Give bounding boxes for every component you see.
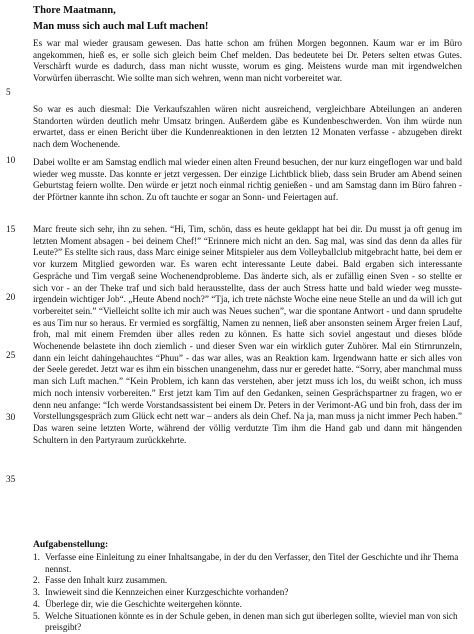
line-number: 35 <box>6 474 16 484</box>
task-number: 3. <box>33 587 40 598</box>
story-paragraph-1: Es war mal wieder grausam gewesen. Das hatte schon am frühen Morgen begonnen. Kaum war er im Büro angekommen, hieß es, er solle sich gleich beim Chef melden. Das bedeutete bei Dr. Peters selten etwas Gutes. Verschärft wurde es dadurch, dass man nicht wusste, worum es ging. Meistens wurde man mit irgendwelchen Vorwürfen überrascht. Wie sollte man sich wehren, wenn man nicht vorbereitet war. <box>33 38 462 84</box>
line-number: 10 <box>6 155 16 165</box>
task-item <box>33 611 463 634</box>
line-number: 15 <box>6 224 16 234</box>
line-number: 5 <box>6 87 11 97</box>
task-number: 5. <box>33 610 40 621</box>
task-item <box>33 587 463 599</box>
task-item <box>33 552 463 575</box>
task-number: 2. <box>33 575 40 586</box>
task-text: Fasse den Inhalt kurz zusammen. <box>45 575 168 586</box>
story-paragraph-4: Marc freute sich sehr, ihn zu sehen. “Hi, Tim, schön, dass es heute geklappt hat bei dir. Du musst ja oft genug im letzten Moment absagen - bei deinem Chef!” “Erinnere mich nicht an den. Sag mal, was sind das denn da alles für Leute?” Es stellte sich raus, dass Marc einige seiner Mitspieler aus dem Volleyballclub mitgebracht hatte, bei dem er vor kurzem Mitglied geworden war. Es waren echt interessante Leute dabei. Bald ergaben sich interessante Gespräche und Tim vergaß seine Wochenendprobleme. Das änderte sich, als er zufällig einen Sven - so stellte er sich vor - an der Theke traf und sich bald herausstellte, dass der auch Stress hatte und bald wieder weg musste- irgendein wichtiger Job“. „Heute Abend noch?” “Tja, ich trete nächste Woche eine neue Stelle an und da will ich gut vorbereitet sein.” “Vielleicht sollte ich mir auch was Neues suchen”, war die spontane Antwort - und dann sprudelte es aus Tim nur so heraus. Er vermied es sorgfältig, Namen zu nennen, ließ aber ansonsten seinem Ärger freien Lauf, froh, mal mit einem Fremden über alles reden zu können. Es hatte sich soviel angestaut und dieses blöde Wochenende belastete ihn doch ziemlich - und dieser Sven war ein wirklich guter Zuhörer. Mal ein Stirnrunzeln, dann ein leicht dahingehauchtes “Phuu” - das war alles, was an Reaktion kam. Irgendwann hatte er sich alles von der Seele geredet. Jetzt war es ihm ein bisschen unangenehm, dass nur er geredet hatte. “Sorry, aber manchmal muss man sich Luft machen.” “Kein Problem, ich kann das verstehen, aber jetzt muss ich los, du weißt schon, ich muss mich noch intensiv vorbereiten.” Erst jetzt kam Tim auf den Gedanken, seinen Gesprächspartner zu fragen, wo er denn neu anfange: “Ich werde Vorstandsassistent bei einem Dr. Peters in der Verimont-AG und bin froh, dass der im Vorstellungsgespräch zum Glück echt nett war – anders als dein Chef. Na ja, man muss ja nicht immer Pech haben.” Das waren seine letzten Worte, während der völlig verdutzte Tim ihm die Hand gab und dann mit hängenden Schultern in den Partyraum zurückkehrte. <box>33 224 462 445</box>
author-name: Thore Maatmann, <box>33 5 116 16</box>
assignment-heading: Aufgabenstellung: <box>33 539 109 550</box>
task-text: Inwieweit sind die Kennzeichen einer Kurzgeschichte vorhanden? <box>45 587 289 598</box>
task-number: 1. <box>33 552 40 562</box>
story-paragraph-3: Dabei wollte er am Samstag endlich mal wieder einen alten Freund besuchen, der nur kurz eingeflogen war und bald wieder weg musste. Das konnte er jetzt vergessen. Der einzige Lichtblick blieb, dass sein Bruder am Abend seinen Geburtstag feiern wollte. Den würde er jetzt noch einmal richtig genießen - und am Samstag dann im Büro fahren - der Pförtner kannte ihn schon. Zu oft tauchte er sogar an Sonn- und Feiertagen auf. <box>33 157 462 203</box>
story-title: Man muss sich auch mal Luft machen! <box>33 21 209 32</box>
story-paragraph-2: So war es auch diesmal: Die Verkaufszahlen wären nicht ausreichend, vergleichbare Abteilungen an anderen Standorten würden deutlich mehr Umsatz bringen. Außerdem gäbe es Kundenbeschwerden. Von ihm würde nun erwartet, dass er einen Bericht über die Kundenreaktionen in den letzten 12 Monaten verfasse - abzugeben direkt nach dem Wochenende. <box>33 104 462 150</box>
task-number: 4. <box>33 598 40 609</box>
task-text: Verfasse eine Einleitung zu einer Inhaltsangabe, in der du den Verfasser, den Titel der Geschichte und ihr Thema nennst. <box>45 552 459 574</box>
task-item <box>33 575 463 587</box>
line-number: 30 <box>6 412 16 422</box>
line-number: 25 <box>6 350 16 360</box>
task-text: Überlege dir, wie die Geschichte weitergehen könnte. <box>45 598 242 609</box>
task-text: Welche Situationen könnte es in der Schule geben, in denen man sich gut überlegen sollte, wieviel man von sich preisgibt? <box>45 610 458 633</box>
task-item <box>33 599 463 611</box>
line-number: 20 <box>6 292 16 302</box>
